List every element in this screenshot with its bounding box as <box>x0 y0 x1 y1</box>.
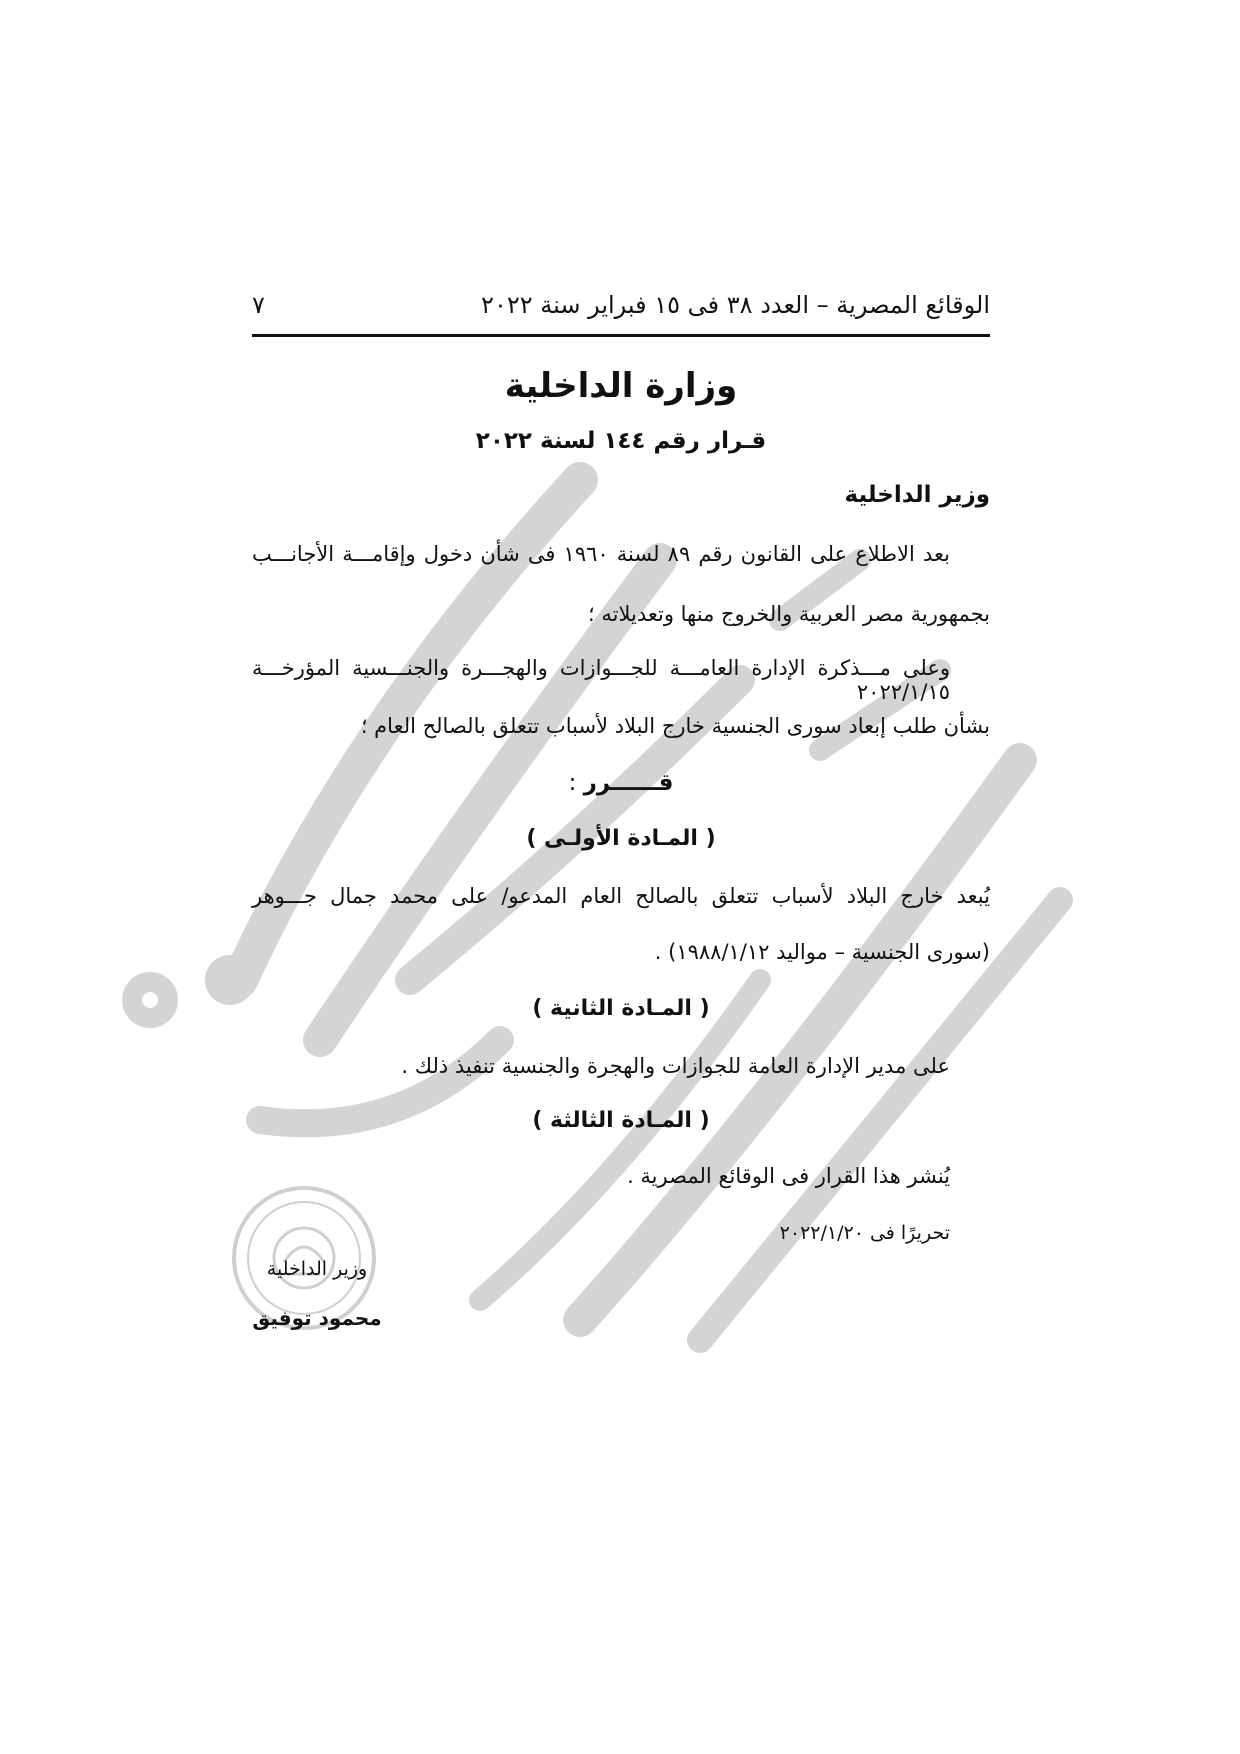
signature-role: وزير الداخلية <box>266 1258 368 1280</box>
issuer-heading: وزير الداخلية <box>844 482 990 508</box>
article-2-line-1: على مدير الإدارة العامة للجوازات والهجرة والجنسية تنفيذ ذلك . <box>401 1054 950 1078</box>
decree-title: قـرار رقم ١٤٤ لسنة ٢٠٢٢ <box>475 428 767 454</box>
watermark-graphic <box>60 420 1100 1420</box>
preamble-line-1: بعد الاطلاع على القانون رقم ٨٩ لسنة ١٩٦٠ فى شأن دخول وإقامـــة الأجانـــب <box>252 542 950 566</box>
article-1-line-1: يُبعد خارج البلاد لأسباب تتعلق بالصالح العام المدعو/ على محمد جمال جـــوهر <box>252 884 990 908</box>
preamble-line-2: بجمهورية مصر العربية والخروج منها وتعديلاته ؛ <box>588 602 990 626</box>
article-1-heading: ( المـادة الأولـى ) <box>526 826 716 851</box>
decided-word: قــــــرر <box>583 770 674 796</box>
ministry-title: وزارة الداخلية <box>504 366 738 406</box>
preamble-line-3: وعلى مـــذكرة الإدارة العامـــة للجـــوازات والهجـــرة والجنـــسية المؤرخـــة ٢٠٢٢/١/١٥ <box>252 656 950 704</box>
article-1-line-2: (سورى الجنسية – مواليد ١٩٨٨/١/١٢) . <box>654 940 990 964</box>
article-2-heading: ( المـادة الثانية ) <box>532 996 710 1021</box>
preamble-line-4: بشأن طلب إبعاد سورى الجنسية خارج البلاد لأسباب تتعلق بالصالح العام ؛ <box>360 714 990 738</box>
header-divider <box>252 334 990 337</box>
decided-colon: : <box>568 770 577 796</box>
article-3-line-1: يُنشر هذا القرار فى الوقائع المصرية . <box>627 1164 950 1188</box>
running-title: الوقائع المصرية – العدد ٣٨ فى ١٥ فبراير سنة ٢٠٢٢ <box>481 291 990 319</box>
page-number: ٧ <box>252 291 265 319</box>
running-header <box>252 288 990 322</box>
issued-date: تحريرًا فى ٢٠٢٢/١/٢٠ <box>779 1222 950 1244</box>
signature-name: محمود توفيق <box>252 1306 382 1330</box>
decided-heading <box>252 770 990 796</box>
article-3-heading: ( المـادة الثالثة ) <box>532 1108 710 1133</box>
